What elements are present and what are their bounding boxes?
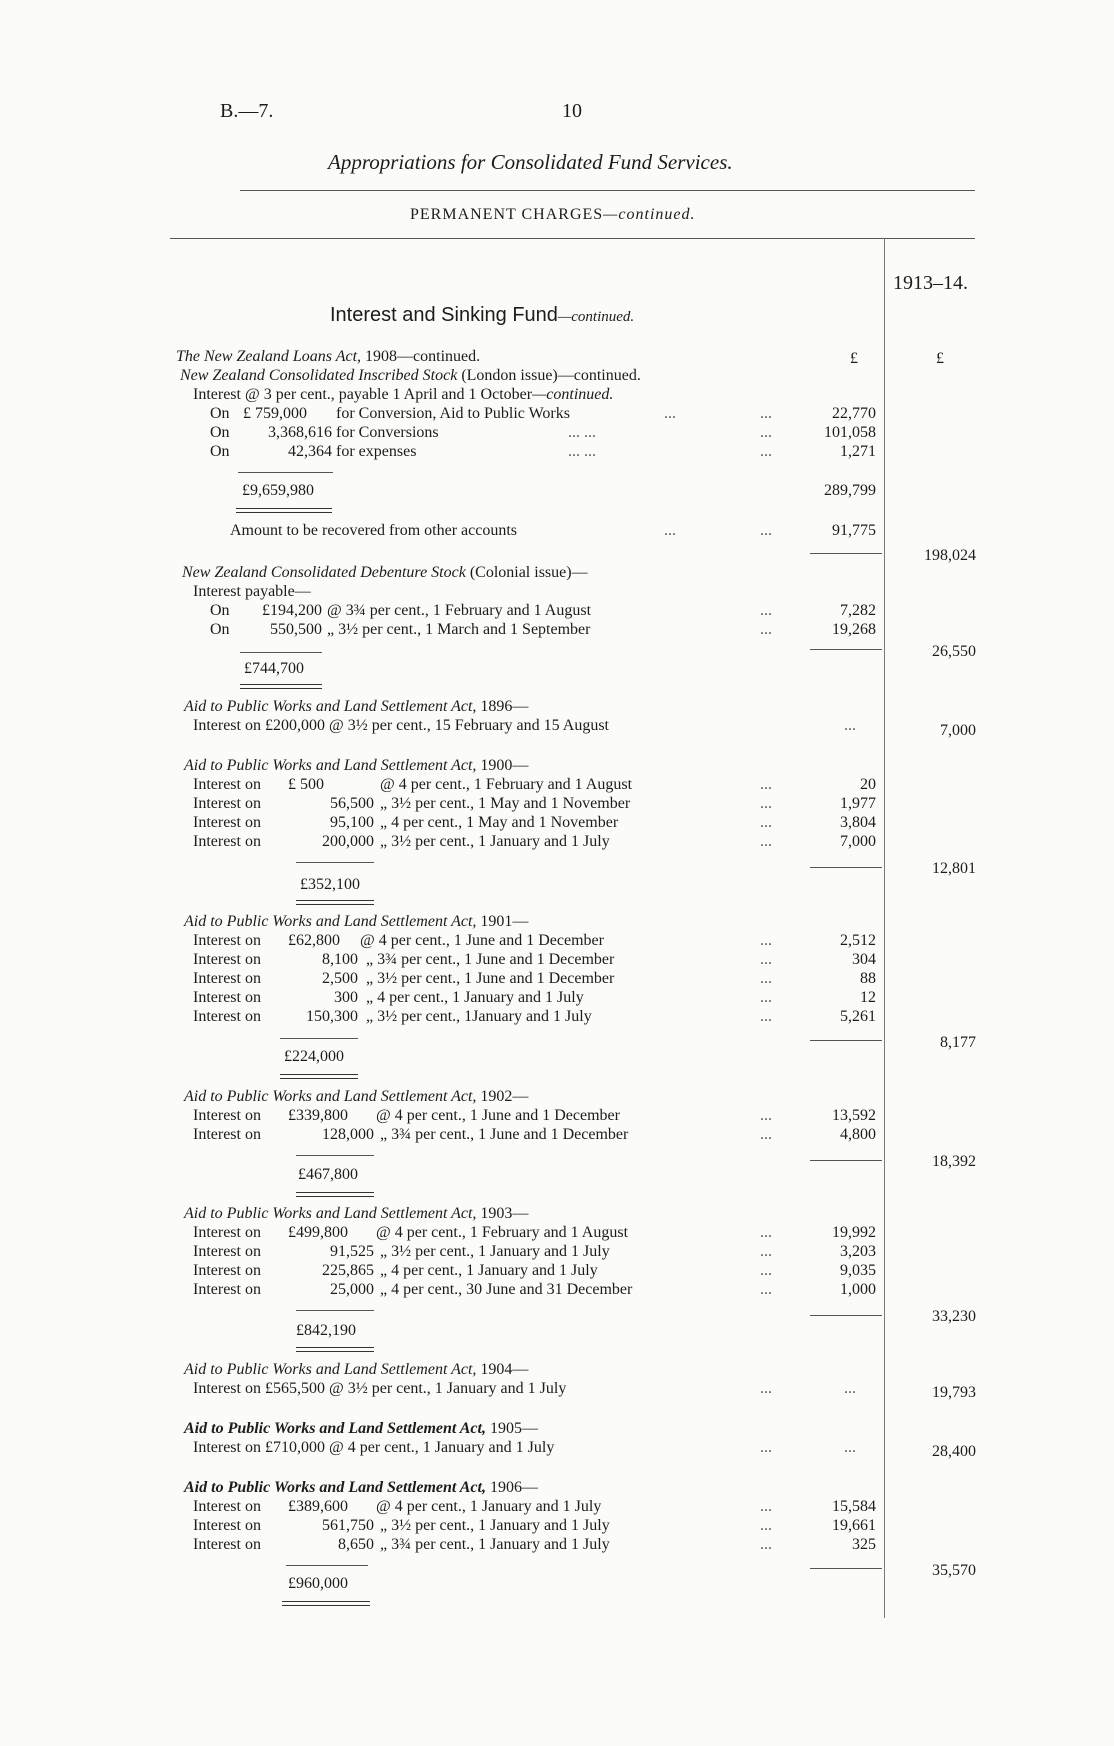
act-1900-row-label: Interest on	[193, 795, 261, 812]
act-1903-total-principal: £842,190	[296, 1322, 356, 1339]
act-1901-title-text: Aid to Public Works and Land Settlement Act,	[184, 913, 477, 930]
debenture-title-tail: (Colonial issue)—	[465, 564, 588, 581]
debenture-row-value: 7,282	[840, 602, 876, 619]
act-1896-dots: ...	[844, 717, 856, 734]
act-1900-row-amount: 95,100	[330, 814, 374, 831]
pound-col1: £	[850, 350, 858, 367]
act-1906-row-rate: @ 4 per cent., 1 January and 1 July	[376, 1498, 602, 1515]
act-1906-title-text: Aid to Public Works and Land Settlement Act,	[184, 1479, 486, 1496]
total-double-rule	[240, 684, 322, 689]
act-1906-row-label: Interest on	[193, 1498, 261, 1515]
total-rule	[296, 1155, 374, 1156]
act-1904-title-text: Aid to Public Works and Land Settlement Act,	[184, 1361, 477, 1378]
act-1902-row-label: Interest on	[193, 1126, 261, 1143]
act-1900-row-value: 20	[860, 776, 876, 793]
act-1906-total-principal: £960,000	[288, 1575, 348, 1592]
act-1903-row-label: Interest on	[193, 1262, 261, 1279]
act-1904-dots: ...	[760, 1380, 772, 1397]
act-1896-line: Interest on £200,000 @ 3½ per cent., 15 February and 15 August	[193, 717, 609, 734]
nz-row-dots: ...	[760, 443, 772, 460]
nz-total-value: 289,799	[824, 482, 876, 499]
year-header: 1913–14.	[893, 272, 968, 294]
act-1901-row-amount: 150,300	[306, 1008, 358, 1025]
act-1903-row-rate: @ 4 per cent., 1 February and 1 August	[376, 1224, 629, 1241]
act-1904-year: 1904—	[476, 1361, 529, 1378]
act-1900-row-rate: „ 4 per cent., 1 May and 1 November	[380, 814, 619, 831]
act-1901-row-value: 2,512	[840, 932, 876, 949]
act-1901-row-label: Interest on	[193, 1008, 261, 1025]
debenture-row-amount: 550,500	[270, 621, 322, 638]
header-rule	[240, 190, 975, 191]
act-1901-row-value: 12	[860, 989, 876, 1006]
act-1903-year: 1903—	[476, 1205, 529, 1222]
act-1903-row-dots: ...	[760, 1281, 772, 1298]
page-code: B.—7.	[220, 100, 274, 122]
act-1901-row-amount: 2,500	[322, 970, 358, 987]
act-1901-row-amount: £62,800	[288, 932, 340, 949]
act-1904-title	[184, 1361, 528, 1379]
act-1901-row-rate: @ 4 per cent., 1 June and 1 December	[360, 932, 604, 949]
act-1906-row-amount: 8,650	[338, 1536, 374, 1553]
nz-net: 198,024	[924, 547, 976, 564]
debenture-title-text: New Zealand Consolidated Debenture Stock	[182, 564, 466, 581]
act-1901-row-rate: „ 4 per cent., 1 January and 1 July	[366, 989, 584, 1006]
act-1900-row-amount: £ 500	[288, 776, 324, 793]
act-1903-row-value: 9,035	[840, 1262, 876, 1279]
act-1905-net: 28,400	[932, 1443, 976, 1460]
subtotal-rule	[810, 1568, 882, 1569]
act-1901-row-value: 88	[860, 970, 876, 987]
nz-loans-act-tail: 1908—continued.	[361, 348, 481, 365]
act-1902-row-rate: „ 3¾ per cent., 1 June and 1 December	[380, 1126, 629, 1143]
nz-row-on: On	[210, 424, 230, 441]
act-1896-title	[184, 698, 528, 716]
act-1906-row-dots: ...	[760, 1536, 772, 1553]
act-1901-row-value: 304	[852, 951, 876, 968]
nz-row-dots: ...	[664, 405, 676, 422]
debenture-row-on: On	[210, 621, 230, 638]
recover-dots: ...	[760, 522, 772, 539]
act-1896-net: 7,000	[940, 722, 976, 739]
act-1905-line: Interest on £710,000 @ 4 per cent., 1 January and 1 July	[193, 1439, 555, 1456]
act-1903-row-value: 3,203	[840, 1243, 876, 1260]
act-1900-row-label: Interest on	[193, 776, 261, 793]
nz-row-desc: for Conversion, Aid to Public Works	[336, 405, 570, 422]
act-1906-year: 1906—	[485, 1479, 538, 1496]
act-1900-row-amount: 200,000	[322, 833, 374, 850]
act-1900-row-label: Interest on	[193, 833, 261, 850]
act-1900-row-dots: ...	[760, 833, 772, 850]
total-double-rule	[282, 1601, 370, 1606]
act-1900-row-rate: @ 4 per cent., 1 February and 1 August	[380, 776, 633, 793]
act-1903-row-dots: ...	[760, 1243, 772, 1260]
debenture-row-on: On	[210, 602, 230, 619]
act-1906-row-amount: £389,600	[288, 1498, 348, 1515]
act-1900-row-dots: ...	[760, 776, 772, 793]
act-1903-row-amount: 225,865	[322, 1262, 374, 1279]
act-1900-year: 1900—	[476, 757, 529, 774]
nz-inscribed-stock-tail: (London issue)—continued.	[457, 367, 641, 384]
act-1906-row-dots: ...	[760, 1498, 772, 1515]
act-1905-dots: ...	[760, 1439, 772, 1456]
debenture-row-value: 19,268	[832, 621, 876, 638]
act-1902-title	[184, 1088, 528, 1106]
nz-row-on: On	[210, 405, 230, 422]
subtitle-continued: —continued.	[603, 206, 696, 223]
subtotal-rule	[810, 1315, 882, 1316]
page-title: Appropriations for Consolidated Fund Services.	[328, 150, 733, 174]
act-1901-total-principal: £224,000	[284, 1048, 344, 1065]
subtitle-rule	[170, 238, 975, 239]
subtotal-rule	[810, 553, 882, 554]
act-1903-row-dots: ...	[760, 1262, 772, 1279]
act-1900-title-text: Aid to Public Works and Land Settlement Act,	[184, 757, 477, 774]
subtotal-rule	[810, 1040, 882, 1041]
act-1901-row-dots: ...	[760, 989, 772, 1006]
nz-row-value: 101,058	[824, 424, 876, 441]
act-1906-title	[184, 1479, 538, 1497]
act-1903-row-label: Interest on	[193, 1281, 261, 1298]
nz-interest-head-cont: —continued.	[532, 386, 614, 403]
act-1902-row-value: 4,800	[840, 1126, 876, 1143]
act-1903-row-rate: „ 3½ per cent., 1 January and 1 July	[380, 1243, 610, 1260]
debenture-row-dots: ...	[760, 621, 772, 638]
act-1900-row-dots: ...	[760, 795, 772, 812]
nz-row-amount: 42,364	[288, 443, 332, 460]
act-1902-row-label: Interest on	[193, 1107, 261, 1124]
act-1900-row-value: 7,000	[840, 833, 876, 850]
act-1906-row-rate: „ 3¾ per cent., 1 January and 1 July	[380, 1536, 610, 1553]
nz-row-value: 22,770	[832, 405, 876, 422]
act-1905-title	[184, 1420, 538, 1438]
debenture-row-rate: „ 3½ per cent., 1 March and 1 September	[327, 621, 591, 638]
nz-inscribed-stock	[180, 367, 641, 385]
act-1906-row-label: Interest on	[193, 1517, 261, 1534]
act-1903-row-label: Interest on	[193, 1224, 261, 1241]
act-1904-line: Interest on £565,500 @ 3½ per cent., 1 January and 1 July	[193, 1380, 567, 1397]
act-1906-row-rate: „ 3½ per cent., 1 January and 1 July	[380, 1517, 610, 1534]
act-1896-year: 1896—	[476, 698, 529, 715]
debenture-row-dots: ...	[760, 602, 772, 619]
subtotal-rule	[810, 649, 882, 650]
total-double-rule	[236, 508, 332, 513]
act-1900-row-label: Interest on	[193, 814, 261, 831]
act-1901-row-dots: ...	[760, 932, 772, 949]
total-rule	[240, 652, 322, 653]
act-1906-row-dots: ...	[760, 1517, 772, 1534]
debenture-row-amount: £194,200	[262, 602, 322, 619]
act-1901-net: 8,177	[940, 1034, 976, 1051]
act-1903-net: 33,230	[932, 1308, 976, 1325]
total-rule	[238, 472, 333, 473]
recover-label: Amount to be recovered from other accounts	[230, 522, 518, 539]
act-1900-total-principal: £352,100	[300, 876, 360, 893]
page-number: 10	[562, 100, 582, 122]
debenture-title	[182, 564, 588, 582]
nz-row-desc: for expenses	[336, 443, 417, 460]
act-1903-row-label: Interest on	[193, 1243, 261, 1260]
act-1903-row-rate: „ 4 per cent., 1 January and 1 July	[380, 1262, 598, 1279]
act-1900-row-amount: 56,500	[330, 795, 374, 812]
act-1903-row-value: 1,000	[840, 1281, 876, 1298]
act-1904-dots: ...	[844, 1380, 856, 1397]
nz-loans-act-title: The New Zealand Loans Act,	[176, 348, 362, 365]
total-double-rule	[296, 1347, 374, 1352]
act-1903-row-amount: 91,525	[330, 1243, 374, 1260]
act-1902-net: 18,392	[932, 1153, 976, 1170]
act-1905-title-text: Aid to Public Works and Land Settlement Act,	[184, 1420, 486, 1437]
act-1906-row-value: 15,584	[832, 1498, 876, 1515]
nz-row-dots: ... ...	[568, 424, 596, 441]
act-1901-row-label: Interest on	[193, 951, 261, 968]
act-1900-row-rate: „ 3½ per cent., 1 January and 1 July	[380, 833, 610, 850]
act-1903-title	[184, 1205, 528, 1223]
act-1901-row-dots: ...	[760, 951, 772, 968]
act-1906-net: 35,570	[932, 1562, 976, 1579]
act-1901-row-label: Interest on	[193, 970, 261, 987]
nz-row-amount: 3,368,616	[268, 424, 332, 441]
act-1900-row-value: 3,804	[840, 814, 876, 831]
nz-loans-act	[176, 348, 480, 366]
nz-interest-head	[193, 386, 613, 404]
nz-row-on: On	[210, 443, 230, 460]
act-1901-row-rate: „ 3½ per cent., 1 June and 1 December	[366, 970, 615, 987]
act-1902-row-amount: £339,800	[288, 1107, 348, 1124]
act-1901-row-rate: „ 3½ per cent., 1January and 1 July	[366, 1008, 592, 1025]
total-rule	[280, 1038, 358, 1039]
recover-value: 91,775	[832, 522, 876, 539]
pound-col2: £	[936, 350, 944, 367]
act-1900-row-rate: „ 3½ per cent., 1 May and 1 November	[380, 795, 631, 812]
nz-row-dots: ...	[760, 405, 772, 422]
section-title	[330, 304, 634, 327]
nz-row-desc: for Conversions	[336, 424, 439, 441]
act-1902-row-amount: 128,000	[322, 1126, 374, 1143]
subtitle-main: PERMANENT CHARGES	[410, 206, 604, 223]
act-1900-title	[184, 757, 528, 775]
total-rule	[286, 1565, 368, 1566]
act-1901-row-value: 5,261	[840, 1008, 876, 1025]
column-divider	[884, 238, 885, 1618]
act-1906-row-value: 19,661	[832, 1517, 876, 1534]
act-1902-row-value: 13,592	[832, 1107, 876, 1124]
total-rule	[296, 862, 374, 863]
act-1905-dots: ...	[844, 1439, 856, 1456]
section-title-text: Interest and Sinking Fund	[330, 304, 558, 326]
nz-inscribed-stock-title: New Zealand Consolidated Inscribed Stock	[180, 367, 458, 384]
nz-row-amount: £ 759,000	[243, 405, 307, 422]
act-1901-row-label: Interest on	[193, 932, 261, 949]
act-1903-row-rate: „ 4 per cent., 30 June and 31 December	[380, 1281, 633, 1298]
act-1901-title	[184, 913, 528, 931]
total-double-rule	[280, 1074, 358, 1079]
act-1902-row-rate: @ 4 per cent., 1 June and 1 December	[376, 1107, 620, 1124]
act-1896-title-text: Aid to Public Works and Land Settlement Act,	[184, 698, 477, 715]
act-1903-row-dots: ...	[760, 1224, 772, 1241]
act-1906-row-label: Interest on	[193, 1536, 261, 1553]
act-1900-net: 12,801	[932, 860, 976, 877]
act-1900-row-dots: ...	[760, 814, 772, 831]
act-1902-row-dots: ...	[760, 1107, 772, 1124]
act-1904-net: 19,793	[932, 1384, 976, 1401]
subtotal-rule	[810, 867, 882, 868]
act-1900-row-value: 1,977	[840, 795, 876, 812]
nz-interest-head-text: Interest @ 3 per cent., payable 1 April and 1 October	[193, 386, 533, 403]
debenture-row-rate: @ 3¾ per cent., 1 February and 1 August	[327, 602, 592, 619]
act-1902-row-dots: ...	[760, 1126, 772, 1143]
act-1901-row-label: Interest on	[193, 989, 261, 1006]
section-title-continued: —continued.	[557, 309, 635, 325]
total-double-rule	[296, 900, 374, 905]
debenture-total-principal: £744,700	[244, 660, 304, 677]
act-1902-year: 1902—	[476, 1088, 529, 1105]
act-1903-row-amount: £499,800	[288, 1224, 348, 1241]
act-1901-row-amount: 8,100	[322, 951, 358, 968]
nz-row-dots: ... ...	[568, 443, 596, 460]
act-1903-row-value: 19,992	[832, 1224, 876, 1241]
act-1901-row-dots: ...	[760, 1008, 772, 1025]
nz-row-dots: ...	[760, 424, 772, 441]
act-1903-title-text: Aid to Public Works and Land Settlement Act,	[184, 1205, 477, 1222]
total-rule	[296, 1310, 374, 1311]
act-1901-row-rate: „ 3¾ per cent., 1 June and 1 December	[366, 951, 615, 968]
subtotal-rule	[810, 1160, 882, 1161]
act-1905-year: 1905—	[485, 1420, 538, 1437]
debenture-head: Interest payable—	[193, 583, 311, 600]
act-1902-title-text: Aid to Public Works and Land Settlement Act,	[184, 1088, 477, 1105]
subtitle	[410, 206, 696, 224]
act-1906-row-value: 325	[852, 1536, 876, 1553]
act-1906-row-amount: 561,750	[322, 1517, 374, 1534]
act-1902-total-principal: £467,800	[298, 1166, 358, 1183]
nz-total-principal: £9,659,980	[242, 482, 314, 499]
total-double-rule	[296, 1192, 374, 1197]
act-1901-row-amount: 300	[334, 989, 358, 1006]
act-1901-year: 1901—	[476, 913, 529, 930]
recover-dots: ...	[664, 522, 676, 539]
nz-row-value: 1,271	[840, 443, 876, 460]
debenture-net: 26,550	[932, 643, 976, 660]
act-1901-row-dots: ...	[760, 970, 772, 987]
act-1903-row-amount: 25,000	[330, 1281, 374, 1298]
